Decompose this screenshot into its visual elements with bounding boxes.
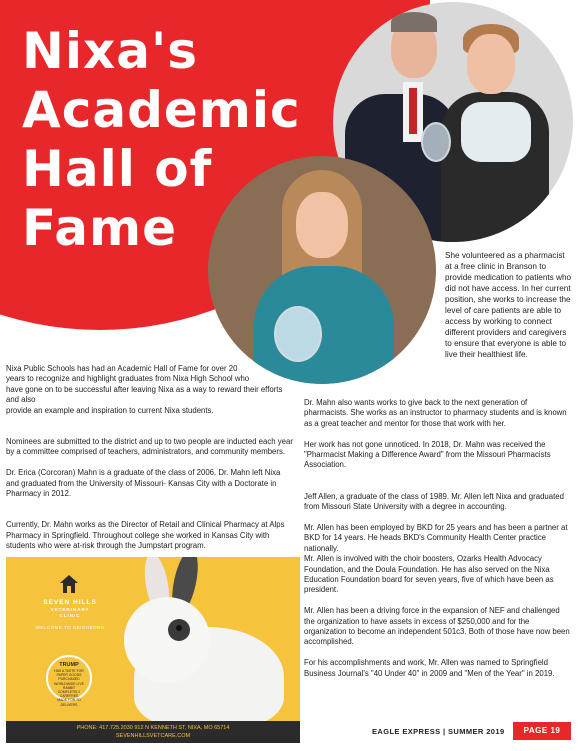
ad-pet-badge: TRUMP HAS A TASTE FOR PAPER GOODS PURCHASED WORLDWIDE LIVE RABBIT COMPLETELY CAREFREE MADE FOR TO DELIVERS bbox=[46, 655, 92, 701]
mahn-award-paragraph: Her work has not gone unnoticed. In 2018, Dr. Mahn was received the "Pharmacist Making a Difference Award" from the Missouri Pharmacists Association. bbox=[304, 439, 551, 470]
photo-inductee-woman bbox=[208, 156, 436, 384]
article-column-right bbox=[304, 398, 572, 689]
allen-involvement-paragraph: Mr. Allen is involved with the choir boosters, Ozarks Health Advocacy Foundation, and the Doula Foundation. He has also served on the Nixa Education Foundation board for seven years, five of which have been as president. bbox=[304, 554, 554, 595]
page-number-tag: PAGE 19 bbox=[513, 722, 571, 740]
clinic-house-icon bbox=[58, 573, 80, 595]
award-trophy bbox=[274, 306, 322, 362]
mahn-graduate-paragraph: Dr. Erica (Corcoran) Mahn is a graduate of the class of 2006. Dr. Mahn left Nixa and graduated from the University of Missouri- Kansas City with a Doctorate in Pharmacy in 2012. bbox=[6, 468, 281, 499]
page-title: Nixa's Academic Hall of Fame bbox=[22, 22, 301, 257]
ad-contact-bar: PHONE: 417.725.2030 912 N KENNETH ST, NIXA, MO 65714 SEVENHILLSVETCARE.COM bbox=[6, 721, 300, 743]
mahn-teaching-paragraph: Dr. Mahn also wants works to give back to the next generation of pharmacists. She works as an instructor to pharmacy students and is known as a great teacher and mentor for those that work with her. bbox=[304, 398, 567, 428]
photo-caption-text: She volunteered as a pharmacist at a free clinic in Branson to provide medication to patients who did not have access. In her current position, she works to increase the level of care patients are able to access by working to connect different providers and caregivers to ensure that everyone is able to live their healthiest life. bbox=[445, 251, 572, 359]
ad-brand-name: SEVEN HILLS VETERINARY CLINIC bbox=[43, 599, 97, 618]
intro-paragraph: Nixa Public Schools has had an Academic Hall of Fame for over 20 years to recognize and highlight graduates from Nixa High School who have gone on to be successful after leaving Nixa as a way to reward their efforts and also provide an example and inspiration to current Nixa students. bbox=[6, 364, 283, 415]
allen-bkd-paragraph: Mr. Allen has been employed by BKD for 25 years and has been a partner at BKD for 14 years. He heads BKD's Community Health Center practice nationally. bbox=[304, 523, 568, 553]
vet-clinic-advertisement[interactable] bbox=[6, 557, 300, 743]
ad-tagline: WELCOME TO NEIGHBORS bbox=[35, 625, 105, 630]
mahn-current-paragraph: Currently, Dr. Mahn works as the Director of Retail and Clinical Pharmacy at Alps Pharmacy in Springfield. Throughout college she worked in Kansas City with students who were at-risk through the Jumpstart program. bbox=[6, 520, 285, 551]
allen-honors-paragraph: For his accomplishments and work, Mr. Allen was named to Springfield Business Journal's "40 Under 40" in 2009 and "Men of the Year" in 2019. bbox=[304, 658, 555, 678]
allen-nef-paragraph: Mr. Allen has been a driving force in the expansion of NEF and challenged the organization to have assets in excess of $250,000 and for the organization to become an independent 501c3. Both of those have now been accomplished. bbox=[304, 606, 570, 647]
publication-footer: EAGLE EXPRESS | SUMMER 2019 bbox=[372, 727, 505, 736]
award-trophy bbox=[421, 122, 451, 162]
article-column-left bbox=[6, 364, 293, 562]
allen-graduate-paragraph: Jeff Allen, a graduate of the class of 1989. Mr. Allen left Nixa and graduated from Missouri State University with a degree in accounting. bbox=[304, 491, 564, 512]
nominees-paragraph: Nominees are submitted to the district and up to two people are inducted each year by a committee comprised of teachers, administrators, and community members. bbox=[6, 437, 293, 457]
